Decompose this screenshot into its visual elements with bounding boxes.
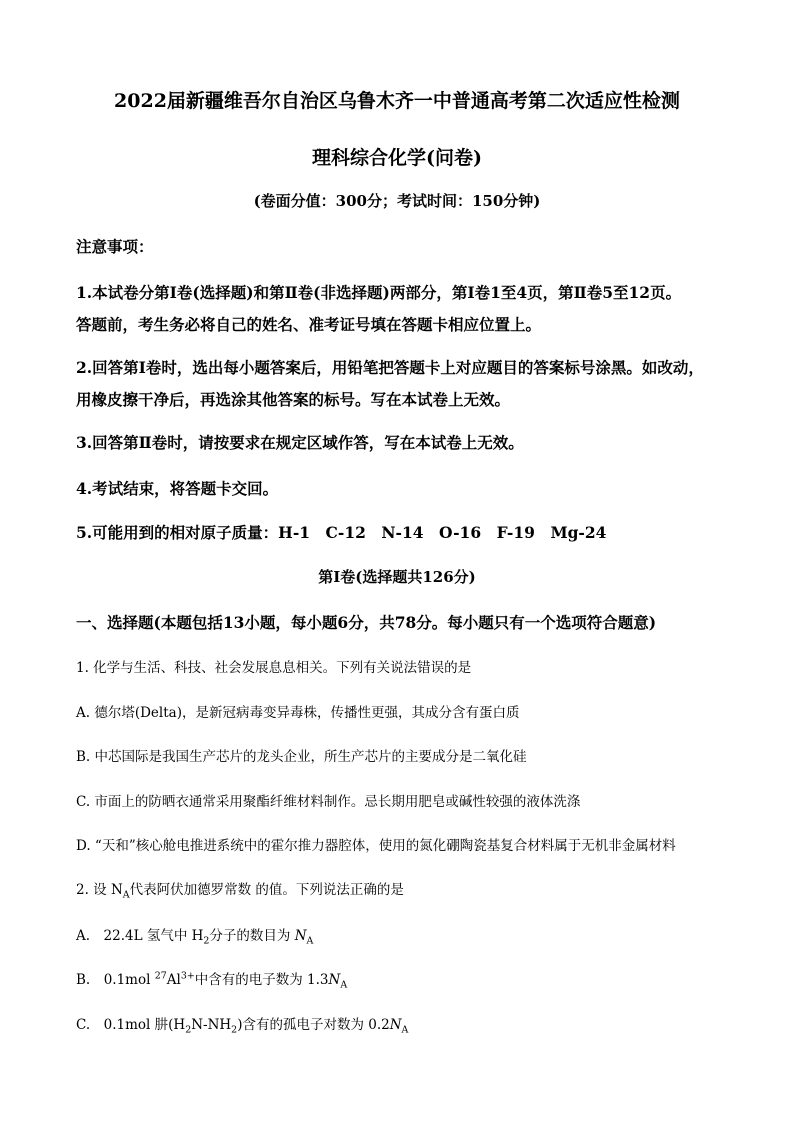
notice-item-5: 5.可能用到的相对原子质量：H-1 C-12 N-14 O-16 F-19 Mg-24 [76, 523, 607, 542]
question-1-option-b: B. 中芯国际是我国生产芯片的龙头企业，所生产芯片的主要成分是二氧化硅 [76, 749, 527, 765]
question-1-option-d: D. “天和”核心舱电推进系统中的霍尔推力器腔体，使用的氮化硼陶瓷基复合材料属于无机非金属材料 [76, 838, 676, 854]
document-subtitle: 理科综合化学(问卷) [312, 147, 482, 169]
section-heading: 一、选择题(本题包括13小题，每小题6分，共78分。每小题只有一个选项符合题意) [76, 613, 657, 632]
document-title: 2022届新疆维吾尔自治区乌鲁木齐一中普通高考第二次适应性检测 [114, 90, 680, 112]
notice-item-2-line-2: 用橡皮擦干净后，再选涂其他答案的标号。写在本试卷上无效。 [76, 390, 511, 409]
notice-item-3: 3.回答第Ⅱ卷时，请按要求在规定区域作答，写在本试卷上无效。 [76, 433, 524, 452]
part1-heading: 第Ⅰ卷(选择题共126分) [318, 568, 476, 586]
score-info: (卷面分值：300分；考试时间：150分钟) [253, 192, 541, 210]
question-2-option-b: B. 0.1mol $^{27}Al^{3+}$中含有的电子数为 $1.3N_A$ [76, 970, 348, 991]
notice-item-1-line-1: 1.本试卷分第Ⅰ卷(选择题)和第Ⅱ卷(非选择题)两部分，第Ⅰ卷1至4页，第Ⅱ卷5至12页。 [76, 283, 682, 302]
question-1-option-c: C. 市面上的防晒衣通常采用聚酯纤维材料制作。忌长期用肥皂或碱性较强的液体洗涤 [76, 794, 581, 810]
question-2-stem: 2. 设 $N_A$代表阿伏加德罗常数 的值。下列说法正确的是 [76, 882, 404, 901]
question-1-stem: 1. 化学与生活、科技、社会发展息息相关。下列有关说法错误的是 [76, 660, 472, 676]
notice-item-2-line-1: 2.回答第Ⅰ卷时，选出每小题答案后，用铅笔把答题卡上对应题目的答案标号涂黑。如改动， [76, 358, 704, 377]
notice-item-4: 4.考试结束，将答题卡交回。 [76, 479, 279, 498]
question-2-option-a: A. 22.4L 氢气中 $H_2$分子的数目为 $N_A$ [76, 928, 314, 947]
question-2-option-c: C. 0.1mol 肼$(H_2N-NH_2)$含有的孤电子对数为 $0.2N_A$ [76, 1017, 409, 1036]
notice-heading: 注意事项： [76, 237, 154, 256]
notice-item-1-line-2: 答题前，考生务必将自己的姓名、准考证号填在答题卡相应位置上。 [76, 315, 542, 334]
question-1-option-a: A. 德尔塔(Delta)，是新冠病毒变异毒株，传播性更强，其成分含有蛋白质 [76, 705, 520, 721]
